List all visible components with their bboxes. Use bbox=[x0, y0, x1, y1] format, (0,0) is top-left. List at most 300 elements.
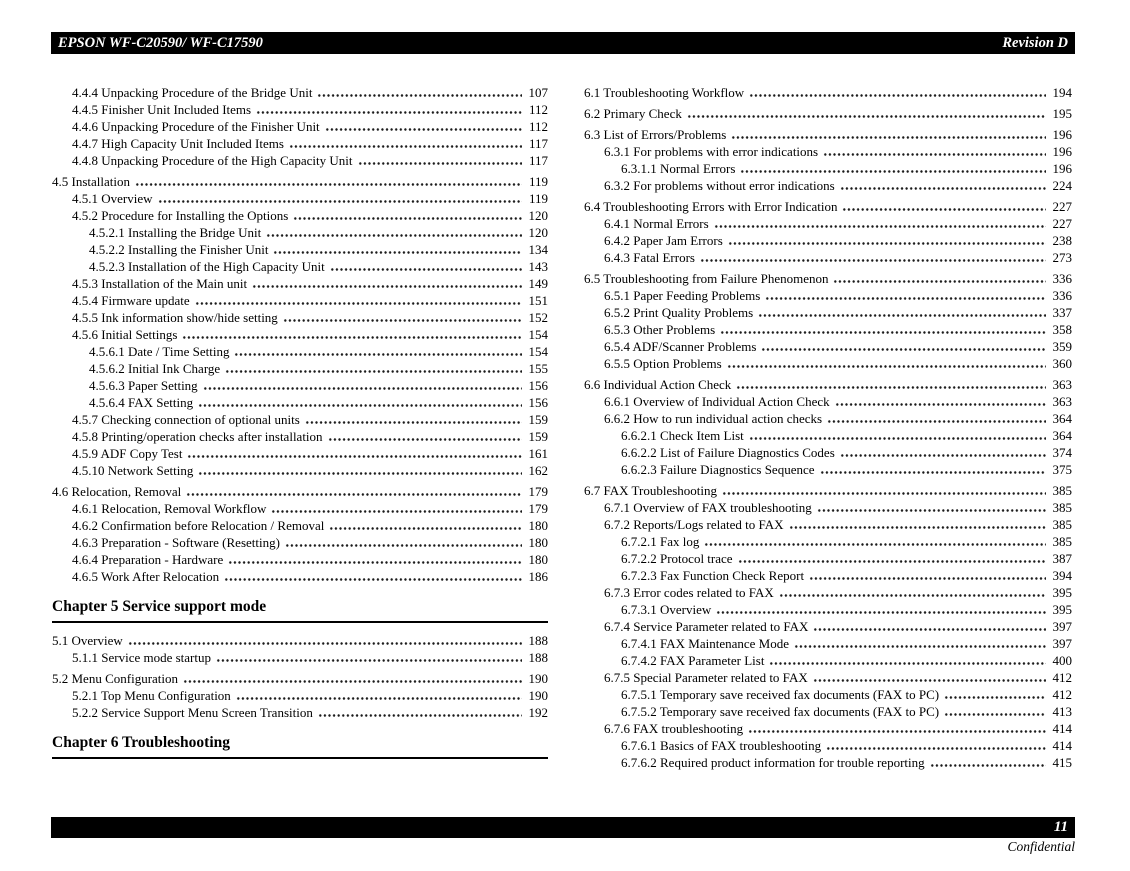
toc-entry-page: 395 bbox=[1052, 602, 1072, 617]
dot-leader bbox=[731, 126, 1046, 143]
dot-leader bbox=[820, 461, 1046, 478]
toc-entry-title: 6.5.1 Paper Feeding Problems bbox=[604, 288, 761, 303]
dot-leader bbox=[266, 224, 522, 241]
toc-entry-title: 4.5.6.1 Date / Time Setting bbox=[89, 344, 230, 359]
toc-entry-page: 385 bbox=[1052, 483, 1072, 498]
toc-entry bbox=[52, 500, 548, 517]
dot-leader bbox=[317, 84, 522, 101]
toc-entry-page: 414 bbox=[1052, 738, 1072, 753]
toc-entry bbox=[584, 143, 1072, 160]
dot-leader bbox=[809, 567, 1046, 584]
dot-leader bbox=[722, 482, 1046, 499]
dot-leader bbox=[817, 499, 1046, 516]
toc-entry bbox=[584, 516, 1072, 533]
toc-entry bbox=[584, 215, 1072, 232]
toc-entry bbox=[584, 160, 1072, 177]
toc-entry-page: 112 bbox=[528, 119, 548, 134]
toc-entry-page: 414 bbox=[1052, 721, 1072, 736]
dot-leader bbox=[840, 444, 1046, 461]
toc-entry-title: 5.1.1 Service mode startup bbox=[72, 650, 211, 665]
toc-entry bbox=[52, 517, 548, 534]
toc-entry bbox=[584, 703, 1072, 720]
toc-entry bbox=[584, 105, 1072, 122]
dot-leader bbox=[827, 410, 1046, 427]
dot-leader bbox=[779, 584, 1046, 601]
dot-leader bbox=[236, 687, 522, 704]
toc-entry-title: 6.7.5.1 Temporary save received fax documents (FAX to PC) bbox=[621, 687, 940, 702]
toc-entry bbox=[52, 704, 548, 721]
toc-entry-page: 360 bbox=[1052, 356, 1072, 371]
toc-entry bbox=[584, 720, 1072, 737]
toc-entry-page: 112 bbox=[528, 102, 548, 117]
dot-leader bbox=[330, 258, 522, 275]
toc-entry-page: 358 bbox=[1052, 322, 1072, 337]
toc-entry-title: 4.5.10 Network Setting bbox=[72, 463, 194, 478]
toc-entry bbox=[52, 275, 548, 292]
toc-entry bbox=[584, 321, 1072, 338]
toc-entry-title: 4.5.2.1 Installing the Bridge Unit bbox=[89, 225, 262, 240]
dot-leader bbox=[823, 143, 1046, 160]
toc-entry-title: 4.6 Relocation, Removal bbox=[52, 484, 182, 499]
toc-entry bbox=[52, 258, 548, 275]
toc-entry-page: 180 bbox=[528, 518, 548, 533]
toc-entry bbox=[52, 190, 548, 207]
toc-entry bbox=[584, 410, 1072, 427]
toc-entry bbox=[584, 287, 1072, 304]
toc-entry-title: 6.7.3 Error codes related to FAX bbox=[604, 585, 774, 600]
toc-entry bbox=[52, 360, 548, 377]
dot-leader bbox=[256, 101, 522, 118]
dot-leader bbox=[789, 516, 1046, 533]
toc-entry-page: 364 bbox=[1052, 411, 1072, 426]
dot-leader bbox=[198, 462, 522, 479]
toc-content bbox=[52, 84, 1072, 771]
toc-entry-page: 119 bbox=[528, 174, 548, 189]
dot-leader bbox=[687, 105, 1046, 122]
toc-entry-title: 6.5.4 ADF/Scanner Problems bbox=[604, 339, 757, 354]
toc-entry bbox=[584, 618, 1072, 635]
toc-entry-title: 4.6.4 Preparation - Hardware bbox=[72, 552, 224, 567]
toc-entry-page: 415 bbox=[1052, 755, 1072, 770]
toc-entry-page: 156 bbox=[528, 378, 548, 393]
toc-entry-title: 4.5.6.2 Initial Ink Charge bbox=[89, 361, 221, 376]
toc-entry bbox=[52, 326, 548, 343]
dot-leader bbox=[700, 249, 1046, 266]
dot-leader bbox=[252, 275, 522, 292]
dot-leader bbox=[749, 427, 1046, 444]
dot-leader bbox=[289, 135, 522, 152]
toc-entry bbox=[52, 241, 548, 258]
toc-entry bbox=[52, 394, 548, 411]
toc-entry-title: 4.6.3 Preparation - Software (Resetting) bbox=[72, 535, 280, 550]
confidential-label: Confidential bbox=[1007, 839, 1075, 854]
dot-leader bbox=[318, 704, 522, 721]
toc-entry bbox=[584, 444, 1072, 461]
dot-leader bbox=[187, 445, 522, 462]
dot-leader bbox=[198, 394, 522, 411]
toc-entry bbox=[584, 232, 1072, 249]
toc-entry bbox=[52, 483, 548, 500]
toc-entry-page: 387 bbox=[1052, 551, 1072, 566]
toc-entry-title: 6.7.6 FAX troubleshooting bbox=[604, 721, 744, 736]
toc-entry-title: 6.6.2.1 Check Item List bbox=[621, 428, 744, 443]
toc-entry-title: 4.5.6.4 FAX Setting bbox=[89, 395, 194, 410]
toc-entry-title: 6.6.2.2 List of Failure Diagnostics Codes bbox=[621, 445, 835, 460]
toc-entry bbox=[584, 652, 1072, 669]
toc-entry-title: 4.5.2.3 Installation of the High Capacity Unit bbox=[89, 259, 325, 274]
dot-leader bbox=[720, 321, 1046, 338]
toc-entry bbox=[52, 84, 548, 101]
toc-entry-title: 4.6.1 Relocation, Removal Workflow bbox=[72, 501, 267, 516]
page-header-bar bbox=[51, 32, 1075, 54]
dot-leader bbox=[325, 118, 522, 135]
toc-entry-page: 120 bbox=[528, 208, 548, 223]
toc-entry bbox=[52, 207, 548, 224]
dot-leader bbox=[740, 160, 1046, 177]
toc-entry-title: 6.3.1.1 Normal Errors bbox=[621, 161, 736, 176]
toc-entry-title: 4.4.8 Unpacking Procedure of the High Capacity Unit bbox=[72, 153, 353, 168]
toc-entry bbox=[52, 377, 548, 394]
dot-leader bbox=[273, 241, 522, 258]
toc-entry-page: 363 bbox=[1052, 394, 1072, 409]
toc-entry bbox=[52, 462, 548, 479]
toc-entry-page: 134 bbox=[528, 242, 548, 257]
toc-entry-page: 400 bbox=[1052, 653, 1072, 668]
toc-entry-title: 6.7.3.1 Overview bbox=[621, 602, 712, 617]
toc-entry-title: 6.7.2.3 Fax Function Check Report bbox=[621, 568, 805, 583]
toc-entry bbox=[584, 669, 1072, 686]
toc-entry-page: 155 bbox=[528, 361, 548, 376]
dot-leader bbox=[203, 377, 522, 394]
toc-entry bbox=[52, 292, 548, 309]
toc-entry-page: 159 bbox=[528, 429, 548, 444]
toc-entry bbox=[584, 338, 1072, 355]
dot-leader bbox=[195, 292, 522, 309]
toc-entry-title: 4.5.9 ADF Copy Test bbox=[72, 446, 183, 461]
toc-entry bbox=[52, 118, 548, 135]
toc-entry-title: 6.5.5 Option Problems bbox=[604, 356, 722, 371]
chapter-heading: Chapter 6 Troubleshooting bbox=[52, 733, 548, 759]
toc-entry-title: 6.7.5 Special Parameter related to FAX bbox=[604, 670, 808, 685]
toc-entry-title: 4.5.5 Ink information show/hide setting bbox=[72, 310, 278, 325]
footer-page-number: 11 bbox=[1053, 819, 1068, 835]
toc-entry-title: 6.1 Troubleshooting Workflow bbox=[584, 85, 745, 100]
toc-entry bbox=[584, 304, 1072, 321]
toc-entry bbox=[52, 152, 548, 169]
toc-entry bbox=[584, 84, 1072, 101]
toc-entry-title: 6.5 Troubleshooting from Failure Phenomenon bbox=[584, 271, 829, 286]
toc-entry-title: 6.7.6.2 Required product information for trouble reporting bbox=[621, 755, 925, 770]
toc-entry-page: 190 bbox=[528, 688, 548, 703]
toc-entry bbox=[52, 173, 548, 190]
toc-entry-title: 6.2 Primary Check bbox=[584, 106, 682, 121]
toc-entry-title: 6.6.2 How to run individual action checks bbox=[604, 411, 823, 426]
toc-entry-title: 6.3.2 For problems without error indications bbox=[604, 178, 835, 193]
toc-entry-title: 4.5.3 Installation of the Main unit bbox=[72, 276, 248, 291]
dot-leader bbox=[840, 177, 1046, 194]
toc-entry bbox=[52, 445, 548, 462]
toc-entry-page: 179 bbox=[528, 484, 548, 499]
dot-leader bbox=[228, 551, 522, 568]
toc-entry-title: 6.7.5.2 Temporary save received fax documents (FAX to PC) bbox=[621, 704, 940, 719]
dot-leader bbox=[826, 737, 1046, 754]
toc-entry-title: 6.3 List of Errors/Problems bbox=[584, 127, 727, 142]
toc-entry-title: 6.7.4.2 FAX Parameter List bbox=[621, 653, 765, 668]
toc-entry-page: 192 bbox=[528, 705, 548, 720]
dot-leader bbox=[842, 198, 1046, 215]
toc-entry-page: 385 bbox=[1052, 500, 1072, 515]
toc-entry-page: 180 bbox=[528, 535, 548, 550]
toc-entry-page: 117 bbox=[528, 136, 548, 151]
toc-column-left bbox=[52, 84, 548, 771]
toc-entry-page: 374 bbox=[1052, 445, 1072, 460]
dot-leader bbox=[716, 601, 1046, 618]
toc-entry-title: 4.4.4 Unpacking Procedure of the Bridge Unit bbox=[72, 85, 313, 100]
toc-entry bbox=[52, 135, 548, 152]
toc-entry-title: 6.7.6.1 Basics of FAX troubleshooting bbox=[621, 738, 822, 753]
toc-entry-title: 5.2.2 Service Support Menu Screen Transition bbox=[72, 705, 313, 720]
toc-entry bbox=[52, 687, 548, 704]
toc-entry-page: 196 bbox=[1052, 127, 1072, 142]
toc-entry bbox=[584, 376, 1072, 393]
dot-leader bbox=[135, 173, 522, 190]
toc-entry-page: 397 bbox=[1052, 619, 1072, 634]
toc-entry bbox=[584, 249, 1072, 266]
toc-entry-title: 4.5.6.3 Paper Setting bbox=[89, 378, 198, 393]
toc-entry-title: 6.6.2.3 Failure Diagnostics Sequence bbox=[621, 462, 815, 477]
toc-entry-title: 4.5.2.2 Installing the Finisher Unit bbox=[89, 242, 269, 257]
toc-entry-page: 179 bbox=[528, 501, 548, 516]
toc-entry-page: 149 bbox=[528, 276, 548, 291]
toc-entry-title: 4.5.1 Overview bbox=[72, 191, 153, 206]
dot-leader bbox=[186, 483, 522, 500]
dot-leader bbox=[283, 309, 522, 326]
toc-entry-page: 397 bbox=[1052, 636, 1072, 651]
toc-entry-title: 5.2 Menu Configuration bbox=[52, 671, 179, 686]
toc-entry-page: 395 bbox=[1052, 585, 1072, 600]
dot-leader bbox=[224, 568, 522, 585]
toc-entry bbox=[584, 584, 1072, 601]
toc-entry bbox=[584, 550, 1072, 567]
toc-entry-page: 385 bbox=[1052, 534, 1072, 549]
toc-entry-title: 4.6.2 Confirmation before Relocation / Removal bbox=[72, 518, 325, 533]
toc-entry bbox=[584, 126, 1072, 143]
dot-leader bbox=[758, 304, 1046, 321]
dot-leader bbox=[944, 703, 1046, 720]
dot-leader bbox=[748, 720, 1046, 737]
toc-entry-page: 154 bbox=[528, 344, 548, 359]
toc-entry bbox=[52, 568, 548, 585]
dot-leader bbox=[328, 428, 522, 445]
toc-entry-title: 6.4 Troubleshooting Errors with Error Indication bbox=[584, 199, 838, 214]
toc-entry-page: 336 bbox=[1052, 271, 1072, 286]
toc-entry-page: 117 bbox=[528, 153, 548, 168]
toc-entry-title: 6.5.2 Print Quality Problems bbox=[604, 305, 754, 320]
toc-entry-title: 6.5.3 Other Problems bbox=[604, 322, 716, 337]
toc-entry-page: 119 bbox=[528, 191, 548, 206]
dot-leader bbox=[329, 517, 522, 534]
dot-leader bbox=[285, 534, 522, 551]
toc-entry bbox=[52, 309, 548, 326]
toc-entry bbox=[584, 601, 1072, 618]
toc-entry bbox=[584, 686, 1072, 703]
toc-entry-title: 4.6.5 Work After Relocation bbox=[72, 569, 220, 584]
dot-leader bbox=[234, 343, 522, 360]
dot-leader bbox=[769, 652, 1046, 669]
toc-entry-title: 4.5.7 Checking connection of optional units bbox=[72, 412, 300, 427]
toc-entry bbox=[584, 355, 1072, 372]
toc-entry bbox=[584, 198, 1072, 215]
toc-entry-page: 336 bbox=[1052, 288, 1072, 303]
toc-entry-title: 4.5.2 Procedure for Installing the Options bbox=[72, 208, 289, 223]
toc-entry bbox=[52, 534, 548, 551]
toc-entry bbox=[52, 670, 548, 687]
toc-entry bbox=[52, 224, 548, 241]
toc-entry bbox=[584, 635, 1072, 652]
toc-entry-page: 413 bbox=[1052, 704, 1072, 719]
dot-leader bbox=[727, 355, 1046, 372]
toc-entry-title: 6.7.4 Service Parameter related to FAX bbox=[604, 619, 809, 634]
toc-entry bbox=[584, 499, 1072, 516]
toc-entry bbox=[584, 754, 1072, 771]
toc-entry-page: 180 bbox=[528, 552, 548, 567]
toc-entry-title: 6.4.2 Paper Jam Errors bbox=[604, 233, 723, 248]
toc-entry-page: 188 bbox=[528, 650, 548, 665]
toc-entry bbox=[584, 482, 1072, 499]
toc-entry-title: 6.7 FAX Troubleshooting bbox=[584, 483, 718, 498]
toc-entry bbox=[52, 343, 548, 360]
toc-entry bbox=[584, 427, 1072, 444]
toc-entry-page: 188 bbox=[528, 633, 548, 648]
toc-entry-title: 6.7.1 Overview of FAX troubleshooting bbox=[604, 500, 812, 515]
toc-entry-page: 194 bbox=[1052, 85, 1072, 100]
toc-entry-page: 156 bbox=[528, 395, 548, 410]
toc-entry-page: 151 bbox=[528, 293, 548, 308]
toc-entry-page: 412 bbox=[1052, 687, 1072, 702]
toc-entry bbox=[584, 737, 1072, 754]
dot-leader bbox=[738, 550, 1046, 567]
dot-leader bbox=[835, 393, 1046, 410]
toc-entry-page: 224 bbox=[1052, 178, 1072, 193]
dot-leader bbox=[944, 686, 1046, 703]
dot-leader bbox=[749, 84, 1046, 101]
header-revision-label: Revision D bbox=[1002, 34, 1068, 51]
toc-entry-page: 186 bbox=[528, 569, 548, 584]
toc-entry-title: 6.7.2 Reports/Logs related to FAX bbox=[604, 517, 784, 532]
toc-entry bbox=[52, 411, 548, 428]
toc-entry-page: 196 bbox=[1052, 144, 1072, 159]
dot-leader bbox=[183, 670, 522, 687]
dot-leader bbox=[833, 270, 1046, 287]
toc-entry-page: 412 bbox=[1052, 670, 1072, 685]
toc-entry-page: 337 bbox=[1052, 305, 1072, 320]
dot-leader bbox=[128, 632, 522, 649]
toc-entry-title: 4.5.4 Firmware update bbox=[72, 293, 190, 308]
toc-entry bbox=[52, 649, 548, 666]
toc-entry-title: 6.6.1 Overview of Individual Action Check bbox=[604, 394, 830, 409]
dot-leader bbox=[293, 207, 522, 224]
toc-entry-title: 4.4.6 Unpacking Procedure of the Finisher Unit bbox=[72, 119, 320, 134]
toc-entry-page: 154 bbox=[528, 327, 548, 342]
toc-entry-page: 227 bbox=[1052, 199, 1072, 214]
toc-entry bbox=[52, 551, 548, 568]
toc-entry-title: 6.7.2.1 Fax log bbox=[621, 534, 700, 549]
toc-entry-page: 238 bbox=[1052, 233, 1072, 248]
dot-leader bbox=[765, 287, 1046, 304]
toc-entry bbox=[584, 567, 1072, 584]
dot-leader bbox=[158, 190, 522, 207]
toc-entry-page: 159 bbox=[528, 412, 548, 427]
dot-leader bbox=[761, 338, 1046, 355]
dot-leader bbox=[358, 152, 522, 169]
toc-entry-page: 273 bbox=[1052, 250, 1072, 265]
toc-entry-title: 6.3.1 For problems with error indications bbox=[604, 144, 819, 159]
toc-entry-page: 195 bbox=[1052, 106, 1072, 121]
toc-entry-page: 162 bbox=[528, 463, 548, 478]
dot-leader bbox=[813, 669, 1046, 686]
toc-column-right bbox=[584, 84, 1072, 771]
dot-leader bbox=[271, 500, 522, 517]
toc-entry-title: 4.4.5 Finisher Unit Included Items bbox=[72, 102, 252, 117]
toc-entry bbox=[52, 101, 548, 118]
toc-entry-title: 4.5.8 Printing/operation checks after installation bbox=[72, 429, 323, 444]
toc-entry-page: 359 bbox=[1052, 339, 1072, 354]
toc-entry bbox=[584, 270, 1072, 287]
toc-entry-page: 227 bbox=[1052, 216, 1072, 231]
toc-entry bbox=[584, 177, 1072, 194]
toc-entry-page: 363 bbox=[1052, 377, 1072, 392]
toc-entry-title: 6.4.1 Normal Errors bbox=[604, 216, 709, 231]
toc-entry-page: 375 bbox=[1052, 462, 1072, 477]
toc-entry-title: 6.7.4.1 FAX Maintenance Mode bbox=[621, 636, 790, 651]
toc-entry bbox=[52, 428, 548, 445]
dot-leader bbox=[736, 376, 1046, 393]
toc-entry-page: 143 bbox=[528, 259, 548, 274]
toc-entry-title: 6.7.2.2 Protocol trace bbox=[621, 551, 733, 566]
toc-entry-page: 107 bbox=[528, 85, 548, 100]
toc-entry-title: 6.4.3 Fatal Errors bbox=[604, 250, 695, 265]
toc-entry-title: 4.5 Installation bbox=[52, 174, 130, 189]
dot-leader bbox=[714, 215, 1046, 232]
toc-entry-title: 4.5.6 Initial Settings bbox=[72, 327, 178, 342]
dot-leader bbox=[225, 360, 522, 377]
header-product-title: EPSON WF-C20590/ WF-C17590 bbox=[58, 34, 263, 51]
toc-entry-title: 5.1 Overview bbox=[52, 633, 123, 648]
toc-entry bbox=[584, 393, 1072, 410]
toc-entry bbox=[584, 461, 1072, 478]
dot-leader bbox=[216, 649, 522, 666]
toc-entry-page: 196 bbox=[1052, 161, 1072, 176]
toc-entry-title: 6.6 Individual Action Check bbox=[584, 377, 732, 392]
chapter-heading: Chapter 5 Service support mode bbox=[52, 597, 548, 623]
toc-entry-title: 5.2.1 Top Menu Configuration bbox=[72, 688, 231, 703]
toc-entry-page: 190 bbox=[528, 671, 548, 686]
dot-leader bbox=[930, 754, 1046, 771]
toc-entry-page: 394 bbox=[1052, 568, 1072, 583]
dot-leader bbox=[704, 533, 1046, 550]
toc-entry bbox=[52, 632, 548, 649]
page-footer-bar bbox=[51, 817, 1075, 838]
toc-entry-page: 385 bbox=[1052, 517, 1072, 532]
dot-leader bbox=[305, 411, 522, 428]
dot-leader bbox=[794, 635, 1046, 652]
toc-entry-page: 120 bbox=[528, 225, 548, 240]
toc-entry-page: 364 bbox=[1052, 428, 1072, 443]
dot-leader bbox=[182, 326, 522, 343]
toc-entry-page: 152 bbox=[528, 310, 548, 325]
toc-entry-title: 4.4.7 High Capacity Unit Included Items bbox=[72, 136, 284, 151]
toc-entry-page: 161 bbox=[528, 446, 548, 461]
